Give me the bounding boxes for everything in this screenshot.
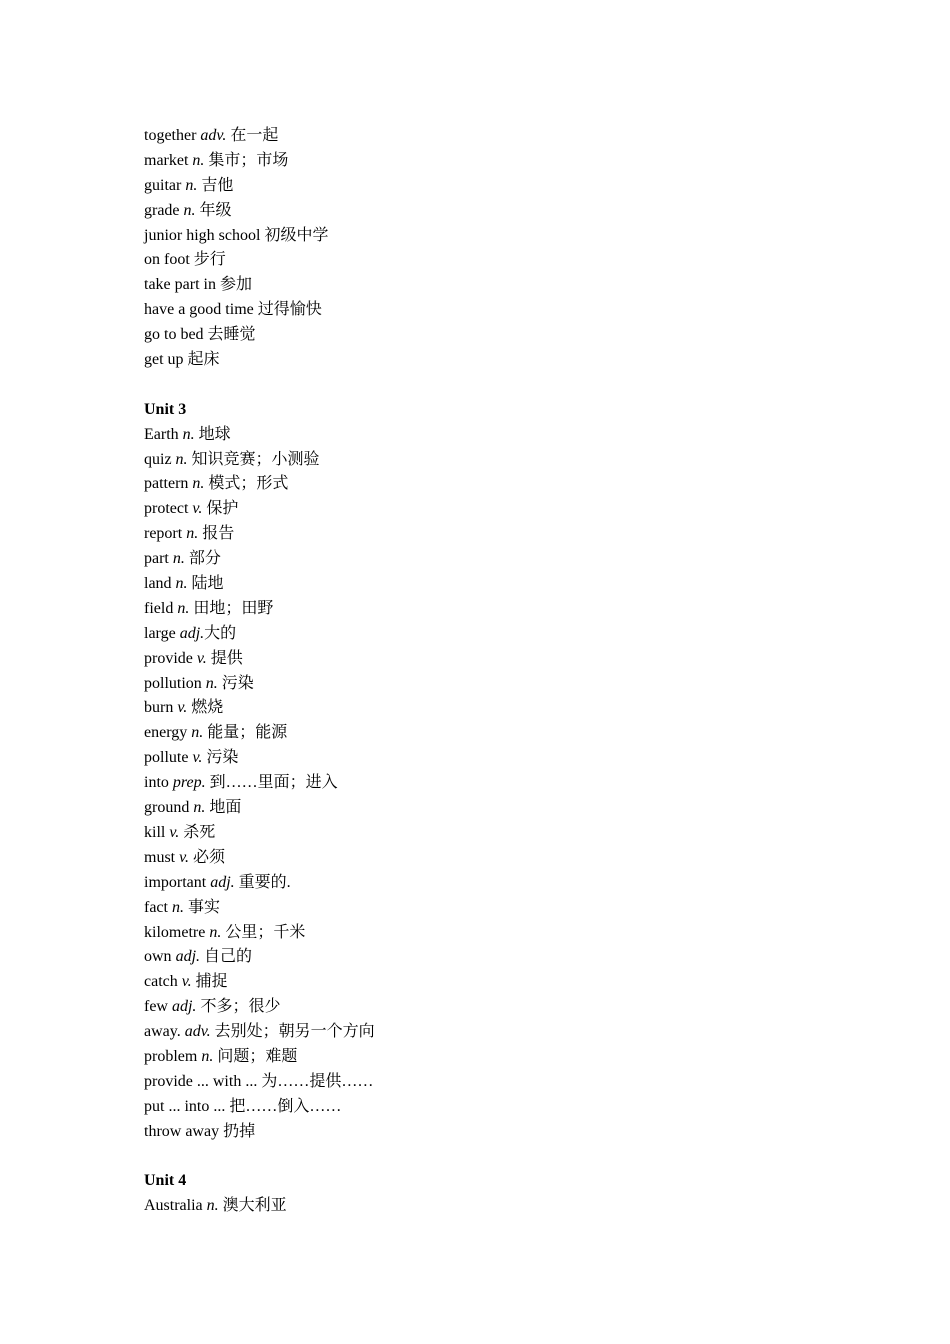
vocab-part-of-speech: v. [179, 848, 190, 866]
vocab-part-of-speech: prep. [172, 774, 206, 792]
vocab-part-of-speech: n. [192, 475, 205, 493]
vocab-word: protect [144, 500, 189, 518]
vocab-entry [144, 298, 844, 323]
vocab-word: into [144, 774, 169, 792]
vocab-entry [144, 149, 844, 174]
blank-line [144, 373, 844, 398]
vocab-meaning: 过得愉快 [257, 301, 322, 319]
vocab-word: together [144, 127, 197, 144]
vocab-entry [144, 896, 844, 921]
vocab-entry [144, 970, 844, 995]
vocab-word: pollute [144, 749, 189, 767]
vocab-meaning: 污染 [221, 674, 254, 692]
vocab-word: take part in [144, 276, 216, 294]
vocab-part-of-speech: adv. [200, 127, 227, 144]
vocab-meaning: 公里；千米 [225, 923, 306, 941]
vocab-part-of-speech: n. [186, 525, 199, 543]
vocab-meaning: 模式；形式 [208, 475, 289, 493]
vocab-meaning: 能量；能源 [207, 724, 288, 742]
vocab-word: provide [144, 649, 193, 667]
vocab-meaning: 知识竞赛；小测验 [191, 450, 320, 468]
vocab-meaning: 地面 [209, 799, 242, 817]
vocab-entry [144, 771, 844, 796]
vocab-meaning: 不多；很少 [200, 998, 281, 1016]
vocab-entry [144, 1020, 844, 1045]
vocab-word: get up [144, 351, 184, 369]
vocab-word: have a good time [144, 301, 254, 319]
vocab-word: field [144, 599, 174, 617]
vocab-part-of-speech: v. [181, 973, 192, 991]
vocab-part-of-speech: adj. [210, 873, 235, 891]
vocab-entry [144, 796, 844, 821]
vocab-entry [144, 696, 844, 721]
vocab-entry [144, 746, 844, 771]
vocab-entry [144, 672, 844, 697]
vocab-part-of-speech: n. [185, 176, 198, 194]
vocab-part-of-speech: n. [172, 550, 185, 568]
vocab-entry [144, 448, 844, 473]
vocab-meaning: 部分 [188, 550, 221, 568]
vocab-entry [144, 1194, 844, 1219]
vocab-meaning: 捕捉 [195, 973, 228, 991]
vocab-entry [144, 821, 844, 846]
vocab-word: report [144, 525, 183, 543]
vocab-entry [144, 497, 844, 522]
vocab-word: own [144, 948, 172, 966]
vocab-entry [144, 348, 844, 373]
vocab-word: junior high school [144, 226, 261, 244]
vocab-entry [144, 174, 844, 199]
vocab-word: problem [144, 1047, 198, 1065]
vocab-word: put ... into ... [144, 1097, 226, 1115]
vocab-part-of-speech: n. [192, 151, 205, 169]
vocab-word: go to bed [144, 326, 204, 344]
vocab-meaning: 地球 [198, 425, 231, 443]
vocab-part-of-speech: n. [201, 1047, 214, 1065]
vocab-word: land [144, 575, 172, 593]
vocab-part-of-speech: n. [209, 923, 222, 941]
vocab-part-of-speech: n. [205, 674, 218, 692]
vocab-entry [144, 547, 844, 572]
vocab-meaning: 澳大利亚 [222, 1197, 287, 1215]
unit-heading: Unit 3 [144, 400, 187, 418]
vocab-word: few [144, 998, 168, 1016]
vocab-meaning: 初级中学 [264, 226, 329, 244]
vocabulary-page [144, 124, 844, 1219]
vocab-word: kilometre [144, 923, 206, 941]
vocab-word: away. [144, 1023, 181, 1041]
vocab-entry [144, 323, 844, 348]
vocab-part-of-speech: adj. [171, 998, 197, 1016]
vocab-entry [144, 721, 844, 746]
vocab-word: part [144, 550, 169, 568]
vocab-meaning: 保护 [206, 500, 239, 518]
vocab-meaning: 吉他 [201, 176, 234, 194]
vocab-meaning: 去睡觉 [207, 326, 256, 344]
vocab-meaning: 报告 [202, 525, 235, 543]
vocab-word: quiz [144, 450, 172, 468]
vocab-word: on foot [144, 251, 190, 269]
vocab-meaning: 参加 [219, 276, 252, 294]
vocab-entry [144, 945, 844, 970]
vocab-word: market [144, 151, 189, 169]
vocab-meaning: 陆地 [191, 575, 224, 593]
vocab-entry [144, 248, 844, 273]
vocab-meaning: 必须 [193, 848, 226, 866]
vocab-part-of-speech: v. [169, 823, 180, 841]
vocab-meaning: 步行 [193, 251, 226, 269]
blank-line [144, 1145, 844, 1170]
vocab-entry [144, 995, 844, 1020]
unit-heading: Unit 4 [144, 1172, 187, 1190]
vocab-entry [144, 622, 844, 647]
vocab-meaning: 为……提供…… [261, 1072, 374, 1090]
vocab-word: Earth [144, 425, 179, 443]
vocab-word: large [144, 624, 176, 642]
vocab-part-of-speech: n. [182, 425, 195, 443]
vocab-word: provide ... with ... [144, 1072, 258, 1090]
vocab-meaning: 到……里面；进入 [209, 774, 338, 792]
vocab-part-of-speech: n. [206, 1197, 219, 1215]
vocab-entry [144, 846, 844, 871]
vocab-entry [144, 522, 844, 547]
vocab-part-of-speech: v. [192, 500, 203, 518]
vocab-word: kill [144, 823, 166, 841]
vocab-part-of-speech: n. [175, 575, 188, 593]
vocab-part-of-speech: v. [177, 699, 188, 717]
vocab-entry [144, 224, 844, 249]
vocab-word: energy [144, 724, 188, 742]
vocab-entry [144, 647, 844, 672]
vocab-meaning: 在一起 [230, 127, 279, 144]
vocab-entry [144, 921, 844, 946]
vocab-entry [144, 597, 844, 622]
vocab-part-of-speech: v. [192, 749, 203, 767]
vocab-part-of-speech: n. [191, 724, 204, 742]
vocab-entry [144, 1095, 844, 1120]
vocab-meaning: 把……倒入…… [229, 1097, 342, 1115]
vocab-part-of-speech: n. [171, 898, 184, 916]
vocab-entry [144, 1045, 844, 1070]
vocab-meaning: 起床 [187, 351, 220, 369]
vocab-word: guitar [144, 176, 182, 194]
vocab-part-of-speech: n. [175, 450, 188, 468]
vocab-entry [144, 423, 844, 448]
vocab-entry [144, 124, 844, 149]
vocab-entry [144, 1120, 844, 1145]
vocab-meaning: 事实 [187, 898, 220, 916]
vocab-meaning: 污染 [206, 749, 239, 767]
vocab-meaning: 重要的. [238, 873, 291, 891]
vocab-word: catch [144, 973, 178, 991]
vocab-entry [144, 871, 844, 896]
vocab-word: Australia [144, 1197, 203, 1215]
vocab-meaning: 自己的 [204, 948, 253, 966]
vocab-meaning: 年级 [199, 201, 232, 219]
vocab-word: ground [144, 799, 190, 817]
vocab-meaning: 问题；难题 [217, 1047, 298, 1065]
vocab-word: fact [144, 898, 168, 916]
vocab-entry [144, 199, 844, 224]
vocab-word: important [144, 873, 207, 891]
vocab-word: burn [144, 699, 174, 717]
vocab-word: pollution [144, 674, 202, 692]
vocab-entry [144, 273, 844, 298]
vocab-meaning: 田地；田野 [193, 599, 274, 617]
vocab-meaning: 杀死 [183, 823, 216, 841]
vocab-meaning: 燃烧 [191, 699, 224, 717]
vocab-word: must [144, 848, 176, 866]
vocab-meaning: 去别处；朝另一个方向 [214, 1023, 375, 1041]
vocab-entry [144, 472, 844, 497]
vocab-word: throw away [144, 1122, 220, 1140]
vocab-part-of-speech: adj. [179, 624, 205, 642]
vocab-entry [144, 572, 844, 597]
vocab-meaning: 提供 [210, 649, 243, 667]
vocab-meaning: 扔掉 [223, 1122, 256, 1140]
vocab-part-of-speech: n. [183, 201, 196, 219]
vocab-part-of-speech: n. [193, 799, 206, 817]
vocab-part-of-speech: v. [196, 649, 207, 667]
vocab-entry [144, 1070, 844, 1095]
vocab-part-of-speech: adv. [184, 1023, 211, 1041]
vocab-part-of-speech: n. [177, 599, 190, 617]
vocab-word: pattern [144, 475, 189, 493]
vocab-meaning: 大的 [204, 624, 237, 642]
vocab-part-of-speech: adj. [175, 948, 201, 966]
vocab-word: grade [144, 201, 180, 219]
vocab-meaning: 集市；市场 [208, 151, 289, 169]
